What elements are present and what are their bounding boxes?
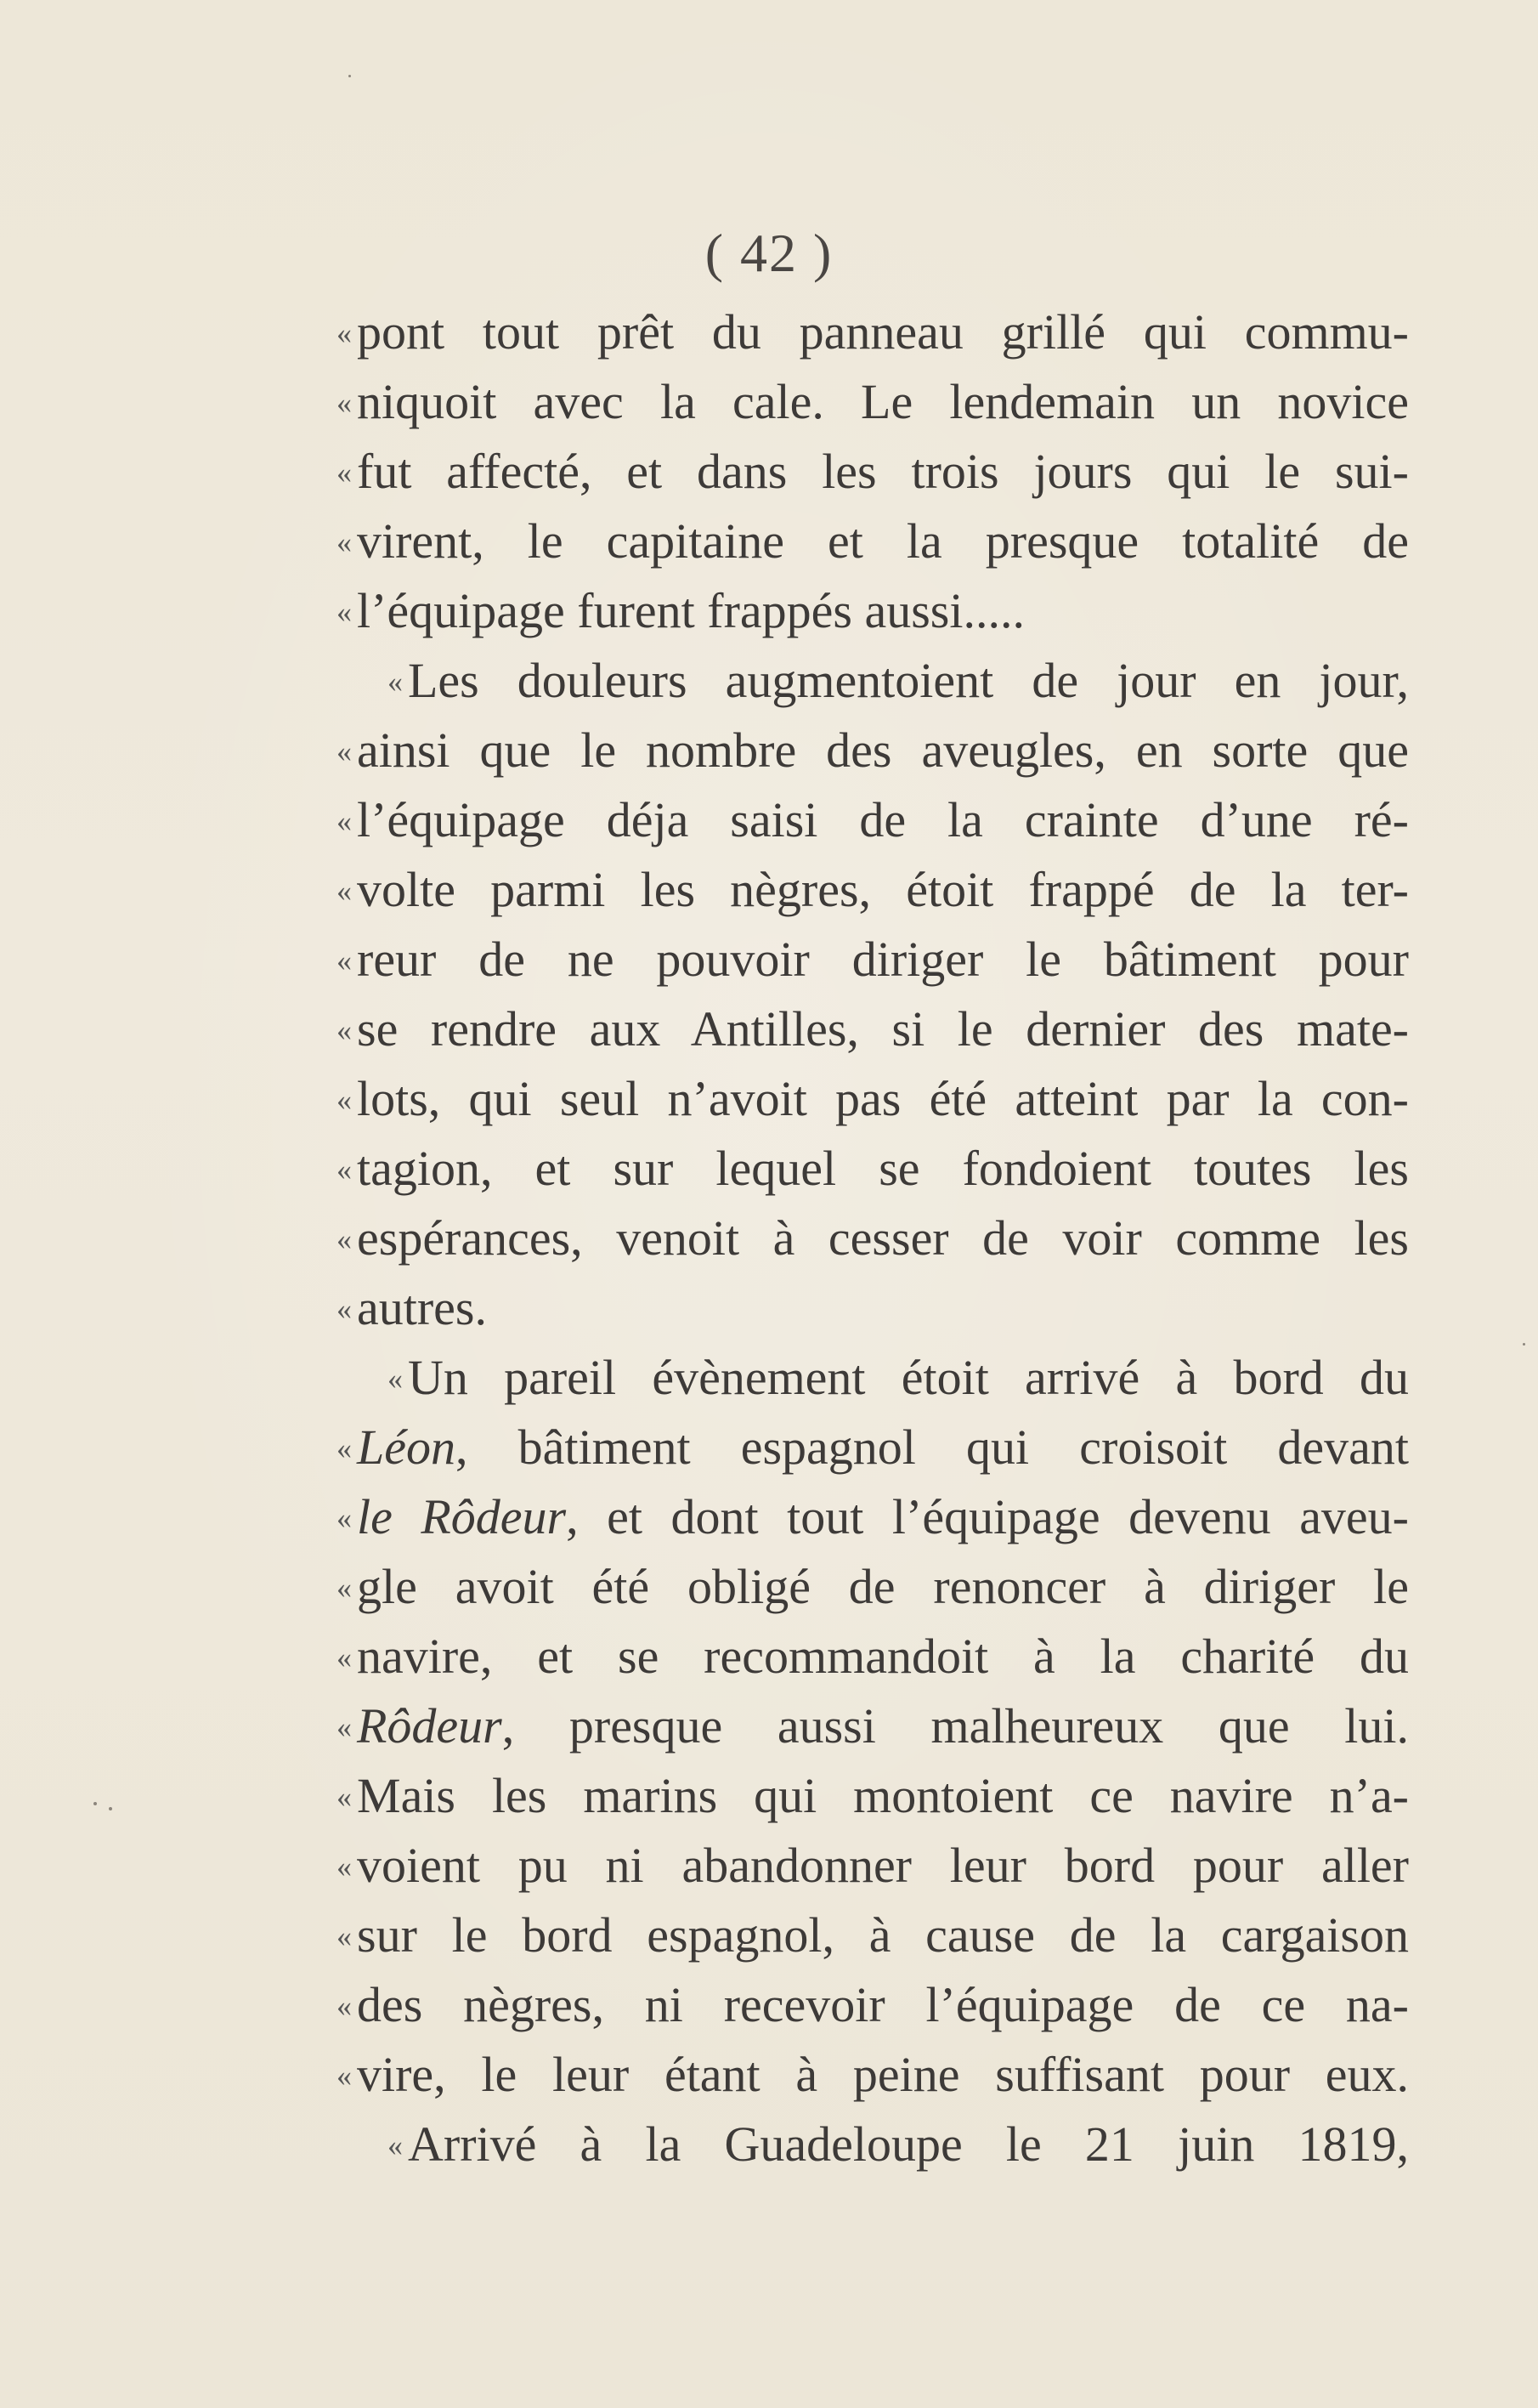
quote-mark: « — [336, 1919, 352, 1953]
line-text: , et dont tout l’équipage devenu aveu- — [566, 1489, 1409, 1544]
text-line — [336, 716, 1409, 785]
paper-speck — [1523, 1343, 1525, 1346]
text-line — [336, 994, 1409, 1064]
text-line — [336, 1134, 1409, 1204]
paper-speck — [93, 1802, 97, 1805]
quote-mark: « — [336, 734, 352, 768]
quote-mark: « — [387, 2128, 403, 2162]
line-text: des nègres, ni recevoir l’équipage de ce na- — [357, 1977, 1409, 2032]
quote-mark: « — [387, 1362, 403, 1396]
quote-mark: « — [336, 525, 352, 559]
line-text: Les douleurs augmentoient de jour en jour, — [408, 653, 1409, 708]
quote-mark: « — [336, 943, 352, 977]
quote-mark: « — [336, 456, 352, 490]
text-line — [336, 1761, 1409, 1831]
text-line — [336, 1831, 1409, 1901]
quote-mark: « — [336, 1083, 352, 1117]
line-text: niquoit avec la cale. Le lendemain un novice — [357, 374, 1409, 429]
quote-mark: « — [336, 1850, 352, 1884]
quote-mark: « — [336, 804, 352, 838]
line-text: autres. — [357, 1280, 487, 1335]
text-line — [387, 646, 1409, 716]
paper-speck — [109, 1807, 112, 1810]
quote-mark: « — [336, 1501, 352, 1535]
quote-mark: « — [336, 2059, 352, 2093]
text-line — [336, 1413, 1409, 1482]
line-text: se rendre aux Antilles, si le dernier des mate- — [357, 1001, 1409, 1057]
line-text: voient pu ni abandonner leur bord pour aller — [357, 1838, 1409, 1893]
line-text: vire, le leur étant à peine suffisant pour eux. — [357, 2047, 1409, 2102]
text-line — [336, 2040, 1409, 2110]
text-line — [336, 925, 1409, 994]
quote-mark: « — [387, 665, 403, 699]
line-text: reur de ne pouvoir diriger le bâtiment pour — [357, 932, 1409, 987]
line-text: , presque aussi malheureux que lui. — [501, 1698, 1409, 1754]
line-text: fut affecté, et dans les trois jours qui le sui- — [357, 444, 1409, 499]
line-text: navire, et se recommandoit à la charité du — [357, 1629, 1409, 1684]
text-line — [336, 1552, 1409, 1622]
quote-mark: « — [336, 1710, 352, 1744]
quote-mark: « — [336, 1780, 352, 1814]
quote-mark: « — [336, 1292, 352, 1326]
text-line — [336, 1901, 1409, 1970]
text-line — [387, 1343, 1409, 1413]
ship-name: le Rôdeur — [357, 1489, 567, 1544]
line-text: Arrivé à la Guadeloupe le 21 juin 1819, — [408, 2116, 1409, 2172]
text-line — [336, 437, 1409, 507]
line-text: l’équipage déja saisi de la crainte d’une ré- — [357, 792, 1409, 847]
line-text: l’équipage furent frappés aussi..... — [357, 583, 1025, 638]
text-line — [336, 507, 1409, 576]
line-text: , bâtiment espagnol qui croisoit devant — [455, 1419, 1409, 1475]
quote-mark: « — [336, 1431, 352, 1465]
text-line — [336, 785, 1409, 855]
line-text: ainsi que le nombre des aveugles, en sorte que — [357, 722, 1409, 778]
quote-mark: « — [336, 316, 352, 350]
line-text: pont tout prêt du panneau grillé qui commu- — [357, 304, 1409, 360]
text-line — [336, 1064, 1409, 1134]
text-line — [336, 576, 1409, 646]
line-text: sur le bord espagnol, à cause de la cargaison — [357, 1907, 1409, 1963]
quote-mark: « — [336, 386, 352, 420]
ship-name: Rôdeur — [357, 1698, 502, 1754]
line-text: Un pareil évènement étoit arrivé à bord du — [408, 1350, 1409, 1405]
text-line — [336, 1622, 1409, 1691]
quote-mark: « — [336, 874, 352, 908]
ship-name: Léon — [357, 1419, 455, 1475]
quote-mark: « — [336, 1989, 352, 2023]
text-line — [387, 2110, 1409, 2179]
quote-mark: « — [336, 1571, 352, 1605]
line-text: virent, le capitaine et la presque totalité de — [357, 513, 1409, 569]
line-text: volte parmi les nègres, étoit frappé de la ter- — [357, 862, 1409, 917]
text-line — [336, 855, 1409, 925]
line-text: gle avoit été obligé de renoncer à diriger le — [357, 1559, 1409, 1614]
quote-mark: « — [336, 1640, 352, 1674]
text-line — [336, 1204, 1409, 1273]
line-text: Mais les marins qui montoient ce navire n’a- — [357, 1768, 1409, 1823]
line-text: tagion, et sur lequel se fondoient toutes les — [357, 1141, 1409, 1196]
line-text: lots, qui seul n’avoit pas été atteint par la con- — [357, 1071, 1409, 1126]
quote-mark: « — [336, 1013, 352, 1047]
quote-mark: « — [336, 1153, 352, 1187]
line-text: espérances, venoit à cesser de voir comme les — [357, 1210, 1409, 1266]
paper-speck — [348, 75, 351, 77]
text-line — [336, 1273, 1409, 1343]
text-line — [336, 1691, 1409, 1761]
page-number: ( 42 ) — [704, 223, 834, 283]
text-line — [336, 367, 1409, 437]
quote-mark: « — [336, 595, 352, 629]
quote-mark: « — [336, 1222, 352, 1256]
text-line — [336, 1970, 1409, 2040]
text-line — [336, 1482, 1409, 1552]
text-line — [336, 297, 1409, 367]
